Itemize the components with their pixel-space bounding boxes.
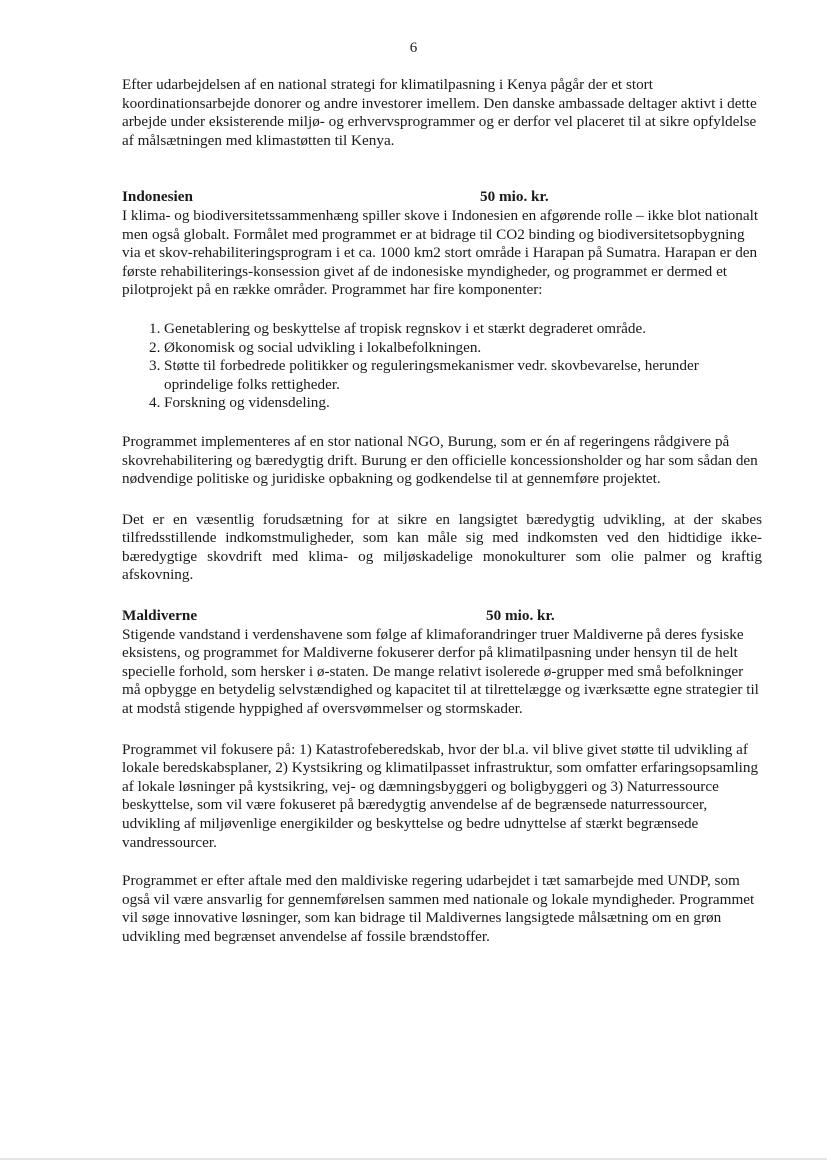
list-text: Økonomisk og social udvikling i lokalbefolkningen. [164,338,482,356]
intro-paragraph: Efter udarbejdelsen af en national strategi for klimatilpasning i Kenya pågår der et stort koordinationsarbejde donorer og andre investorer imellem. Den danske ambassade deltager aktivt i dette arbejde under eksisterende miljø- og erhvervsprogrammer og er derfor vel placeret til at sikre opfyldelse af målsætningen med klimastøtten til Kenya. [122,76,757,149]
document-body [122,76,762,947]
section-title: Indonesien [122,188,193,206]
indonesia-paragraph-3: Det er en væsentlig forudsætning for at sikre en langsigtet bæredygtig udvikling, at der skabes tilfredsstillende indkomstmuligheder, som kan måle sig med indkomsten ved den hidtidige ikke-bæredygtige skovdrift med klima- og miljøskadelige monokulturer som olie palmer og kraftig afskovning. [122,510,762,584]
maldives-paragraph-1: Stigende vandstand i verdenshavene som følge af klimaforandringer truer Maldiverne på deres fysiske eksistens, og programmet for Maldiverne fokuserer derfor på klimatilpasning under hensyn til de helt specielle forhold, som hersker i ø-staten. De mange relativt isolerede ø-grupper med små befolkninger må opbygge en betydelig selvstændighed og kapacitet til at tilrettelægge og iværksætte egne strategier til at modstå stigende hyppighed af oversvømmelser og stormskader. [122,625,759,718]
section-heading-maldives [122,607,762,626]
list-number: 1. [149,319,161,337]
spacer [122,719,762,741]
section-heading-indonesia [122,188,762,207]
list-item [149,320,762,339]
spacer [122,585,762,607]
list-text: Støtte til forbedrede politikker og reguleringsmekanismer vedr. skovbevarelse, herunder oprindelige folks rettigheder. [164,357,699,393]
spacer [122,852,762,872]
section-amount: 50 mio. kr. [486,607,555,625]
spacer [122,150,762,188]
section-amount: 50 mio. kr. [480,188,549,206]
spacer [122,300,762,320]
list-text: Forskning og vidensdeling. [164,394,330,412]
maldives-paragraph-2: Programmet vil fokusere på: 1) Katastrofeberedskab, hvor der bl.a. vil blive givet støtte til udvikling af lokale beredskabsplaner, 2) Kystsikring og klimatilpasset infrastruktur, som omfatter erfaringsopsamling af lokale løsninger på kystsikring, vej- og dæmningsbyggeri og boligbyggeri og 3) Naturressource beskyttelse, som vil være fokuseret på bæredygtig anvendelse af de begrænsede naturressourcer, udvikling af miljøvenlige energikilder og beskyttelse og bedre udnyttelse af stærkt begrænsede vandressourcer. [122,740,759,851]
list-item [149,357,762,394]
indonesia-paragraph-1: I klima- og biodiversitetssammenhæng spiller skove i Indonesien en afgørende rolle – ikke blot nationalt men også globalt. Formålet med programmet er at bidrage til CO2 binding og biodiversitetsopbygning via et skov-rehabiliteringsprogram i et ca. 1000 km2 stort område i Harapan på Sumatra. Harapan er den første rehabiliterings-konsession givet af de indonesiske myndigheder, og programmet er dermed et pilotprojekt på en række områder. Programmet har fire komponenter: [122,206,759,299]
maldives-paragraph-3: Programmet er efter aftale med den maldiviske regering udarbejdet i tæt samarbejde med UNDP, som også vil være ansvarlig for gennemførelsen sammen med nationale og lokale myndigheder. Programmet vil søge innovative løsninger, som kan bidrage til Maldivernes langsigtede målsætning om en grøn udvikling med begrænset anvendelse af fossile brændstoffer. [122,872,755,945]
list-number: 4. [149,394,161,412]
list-item [149,339,762,358]
components-list [122,320,762,413]
spacer [122,489,762,511]
page-edge-divider [0,1158,827,1160]
list-item [149,394,762,413]
page-number: 6 [409,40,418,56]
list-number: 2. [149,338,161,356]
section-title: Maldiverne [122,607,198,625]
spacer [122,413,762,433]
indonesia-paragraph-2: Programmet implementeres af en stor national NGO, Burung, som er én af regeringens rådgivere på skovrehabilitering og bæredygtig drift. Burung er den officielle koncessionsholder og har som sådan den nødvendige politiske og juridiske opbakning og godkendelse til at gennemføre projektet. [122,432,758,488]
list-number: 3. [149,357,161,375]
list-text: Genetablering og beskyttelse af tropisk regnskov i et stærkt degraderet område. [164,319,647,337]
